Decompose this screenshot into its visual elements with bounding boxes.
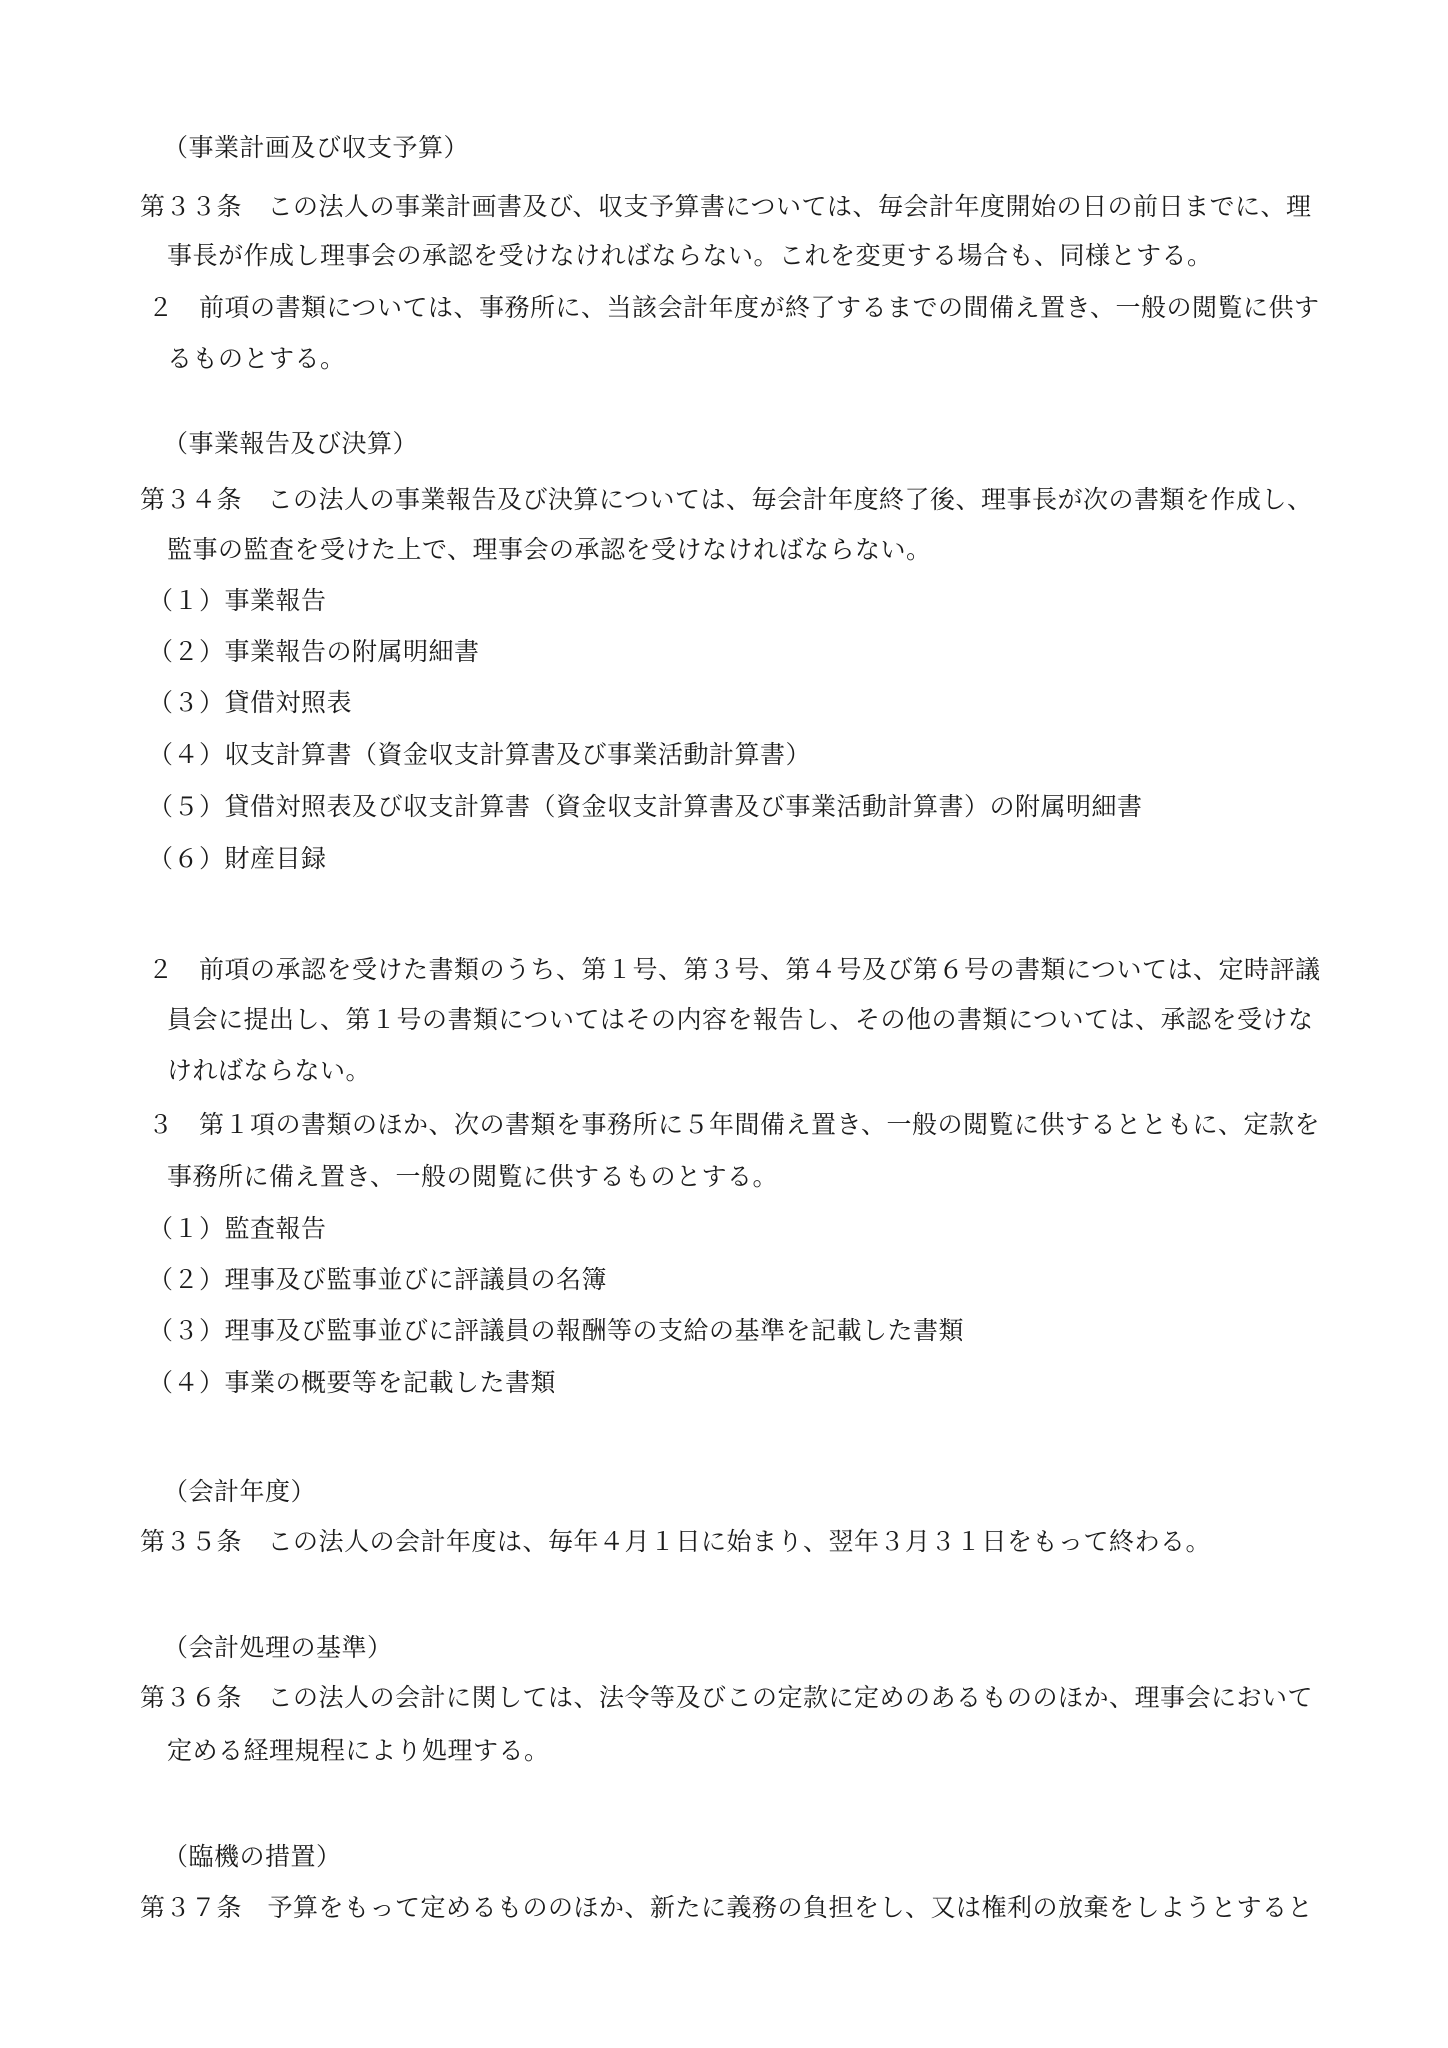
paragraph-line: ３ 第１項の書類のほか、次の書類を事務所に５年間備え置き、一般の閲覧に供するとともに、定款を: [148, 1110, 1321, 1139]
list-item: （３）理事及び監事並びに評議員の報酬等の支給の基準を記載した書類: [148, 1316, 965, 1345]
paragraph-line: ２ 前項の承認を受けた書類のうち、第１号、第３号、第４号及び第６号の書類については、定時評議: [148, 955, 1321, 984]
list-item: （１）事業報告: [148, 586, 327, 615]
list-item: （４）収支計算書（資金収支計算書及び事業活動計算書）: [148, 740, 812, 769]
section-heading: （会計年度）: [163, 1477, 317, 1506]
list-item: （５）貸借対照表及び収支計算書（資金収支計算書及び事業活動計算書）の附属明細書: [148, 792, 1143, 821]
article-line: 第３７条 予算をもって定めるもののほか、新たに義務の負担をし、又は権利の放棄をしようとすると: [140, 1893, 1314, 1922]
paragraph-line: ければならない。: [167, 1056, 372, 1085]
article-line: 定める経理規程により処理する。: [167, 1736, 550, 1765]
paragraph-line: 事務所に備え置き、一般の閲覧に供するものとする。: [167, 1162, 779, 1191]
article-line: 第３４条 この法人の事業報告及び決算については、毎会計年度終了後、理事長が次の書類を作成し、: [140, 485, 1313, 514]
article-line: 事長が作成し理事会の承認を受けなければならない。これを変更する場合も、同様とする。: [167, 241, 1213, 270]
list-item: （６）財産目録: [148, 844, 327, 873]
article-line: 第３５条 この法人の会計年度は、毎年４月１日に始まり、翌年３月３１日をもって終わる。: [140, 1527, 1212, 1556]
paragraph-line: 員会に提出し、第１号の書類についてはその内容を報告し、その他の書類については、承認を受けな: [167, 1005, 1314, 1034]
list-item: （２）理事及び監事並びに評議員の名簿: [148, 1265, 608, 1294]
article-line: 第３３条 この法人の事業計画書及び、収支予算書については、毎会計年度開始の日の前日までに、理: [140, 192, 1312, 221]
section-heading: （臨機の措置）: [163, 1842, 342, 1871]
section-heading: （事業計画及び収支予算）: [163, 133, 470, 162]
paragraph-line: るものとする。: [167, 344, 346, 373]
paragraph-line: ２ 前項の書類については、事務所に、当該会計年度が終了するまでの間備え置き、一般の閲覧に供す: [148, 293, 1320, 322]
list-item: （３）貸借対照表: [148, 688, 353, 717]
list-item: （２）事業報告の附属明細書: [148, 637, 480, 666]
section-heading: （事業報告及び決算）: [163, 429, 419, 458]
section-heading: （会計処理の基準）: [163, 1633, 393, 1662]
list-item: （４）事業の概要等を記載した書類: [148, 1368, 557, 1397]
list-item: （１）監査報告: [148, 1214, 327, 1243]
article-line: 第３６条 この法人の会計に関しては、法令等及びこの定款に定めのあるもののほか、理事会において: [140, 1683, 1314, 1712]
article-line: 監事の監査を受けた上で、理事会の承認を受けなければならない。: [167, 535, 932, 564]
